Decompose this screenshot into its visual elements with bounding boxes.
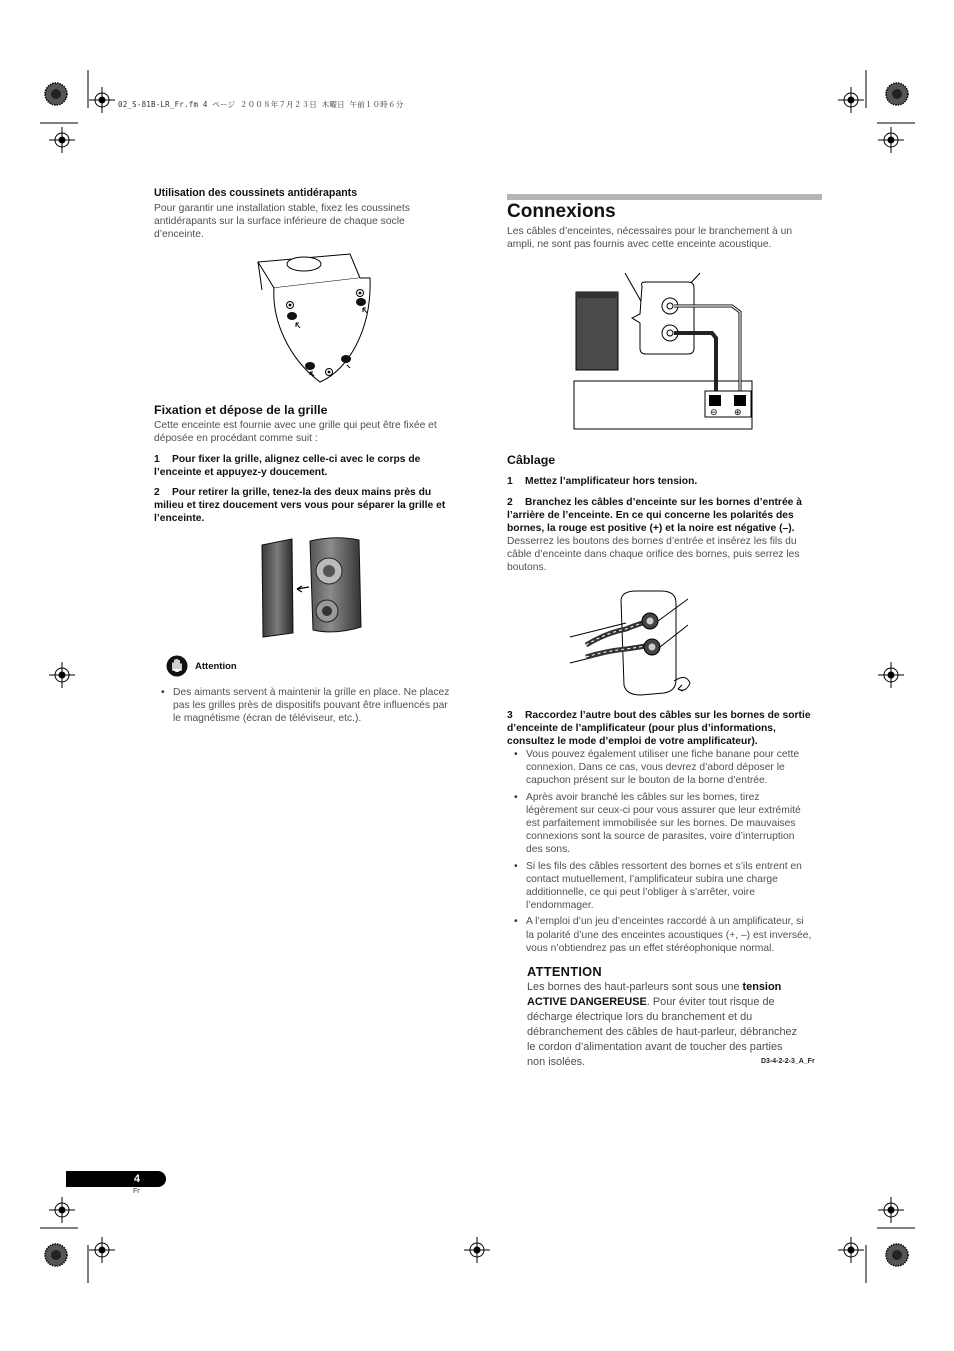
terminal-wiring-illustration (566, 585, 701, 705)
note-item: • Après avoir branché les câbles sur les bornes, tirez légèrement sur ceux-ci pour vous assurer que leur extrémité est parfaitement immobilisée sur les bornes. De mauvaises connexions sont la source de parasites, voire d’interruption des sons. (507, 791, 822, 857)
note-item: • A l’emploi d’un jeu d’enceintes raccordé à un amplificateur, si la polarité d’une des enceintes acoustiques (+, –) est inversée, vous n’obtiendrez pas un effet stéréophonique normal. (507, 915, 822, 955)
cablage-step-2: 2 Branchez les câbles d’enceinte sur les bornes d’entrée à l’arrière de l’enceinte. En ce qui concerne les polarités des bornes, la rouge est positive (+) et la noire est négative (–). (507, 497, 802, 535)
note-item: • Si les fils des câbles ressortent des bornes et s’ils entrent en contact mutuellement, l’amplificateur subira une charge additionnelle, ce qui peut l’obliger à s’arrêter, voire l’endommager. (507, 860, 822, 913)
caution-label: Attention (195, 661, 237, 672)
caution-list (154, 686, 474, 729)
connection-diagram (570, 268, 760, 433)
grille-removal-illustration (255, 535, 367, 639)
speaker-base-pads-illustration (250, 250, 380, 385)
cablage-step-3: 3 Raccordez l’autre bout des câbles sur les bornes de sortie d’enceinte de l’amplificateur (pour plus d’informations, consultez le mode d’emploi de votre amplificateur). (507, 710, 811, 748)
cablage-heading: Câblage (507, 453, 556, 467)
attention-heading: ATTENTION (527, 964, 602, 979)
language-code: Fr (133, 1188, 140, 1195)
section-rule (507, 194, 822, 200)
hand-caution-icon (166, 655, 188, 677)
page-number: 4 (66, 1171, 166, 1187)
svg-text:⊖: ⊖ (710, 408, 718, 418)
coussinets-heading: Utilisation des coussinets antidérapants (154, 187, 358, 199)
svg-text:⊕: ⊕ (734, 408, 742, 418)
grille-heading: Fixation et dépose de la grille (154, 403, 328, 417)
cablage-step-1: 1 Mettez l’amplificateur hors tension. (507, 476, 698, 487)
cablage-step-2-text: Desserrez les boutons des bornes d’entrée et insérez les fils du câble d’enceinte dans chaque orifice des bornes, puis serrez les boutons. (507, 536, 800, 574)
attention-text: Les bornes des haut-parleurs sont sous une tension ACTIVE DANGEREUSE. Pour éviter tout risque de décharge électrique lors du branchement et du débranchement des câbles de haut-parleur, débranchez le cordon d’alimentation avant de toucher des parties non isolées. (527, 981, 798, 1068)
cablage-notes (507, 748, 822, 958)
connexions-intro: Les câbles d’enceintes, nécessaires pour le branchement à un ampli, ne sont pas fournis avec cette enceinte acoustique. (507, 226, 793, 251)
grille-text: Cette enceinte est fournie avec une grille qui peut être fixée et déposée en procédant comme suit : (154, 420, 437, 445)
coussinets-text: Pour garantir une installation stable, fixez les coussinets antidérapants sur la surface inférieure de chaque socle d’enceinte. (154, 203, 410, 241)
connexions-title: Connexions (507, 201, 616, 222)
file-header: 02_S-81B-LR_Fr.fm 4 ページ ２００８年７月２３日 木曜日 午前１０時６分 (118, 100, 404, 109)
grille-step-2: 2 Pour retirer la grille, tenez-la des deux mains près du milieu et tirez doucement vers vous pour séparer la grille et l’enceinte. (154, 487, 446, 525)
reference-code: D3-4-2-2-3_A_Fr (761, 1058, 815, 1065)
note-item: • Vous pouvez également utiliser une fiche banane pour cette connexion. Dans ce cas, vous devrez d’abord déposer le capuchon présent sur le bouton de la borne d’entrée. (507, 748, 822, 788)
caution-bullet: • Des aimants servent à maintenir la grille en place. Ne placez pas les grilles près de dispositifs pouvant être influencés par le magnétisme (écran de téléviseur, etc.). (154, 686, 474, 726)
grille-step-1: 1 Pour fixer la grille, alignez celle-ci avec le corps de l’enceinte et appuyez-y doucement. (154, 454, 421, 479)
